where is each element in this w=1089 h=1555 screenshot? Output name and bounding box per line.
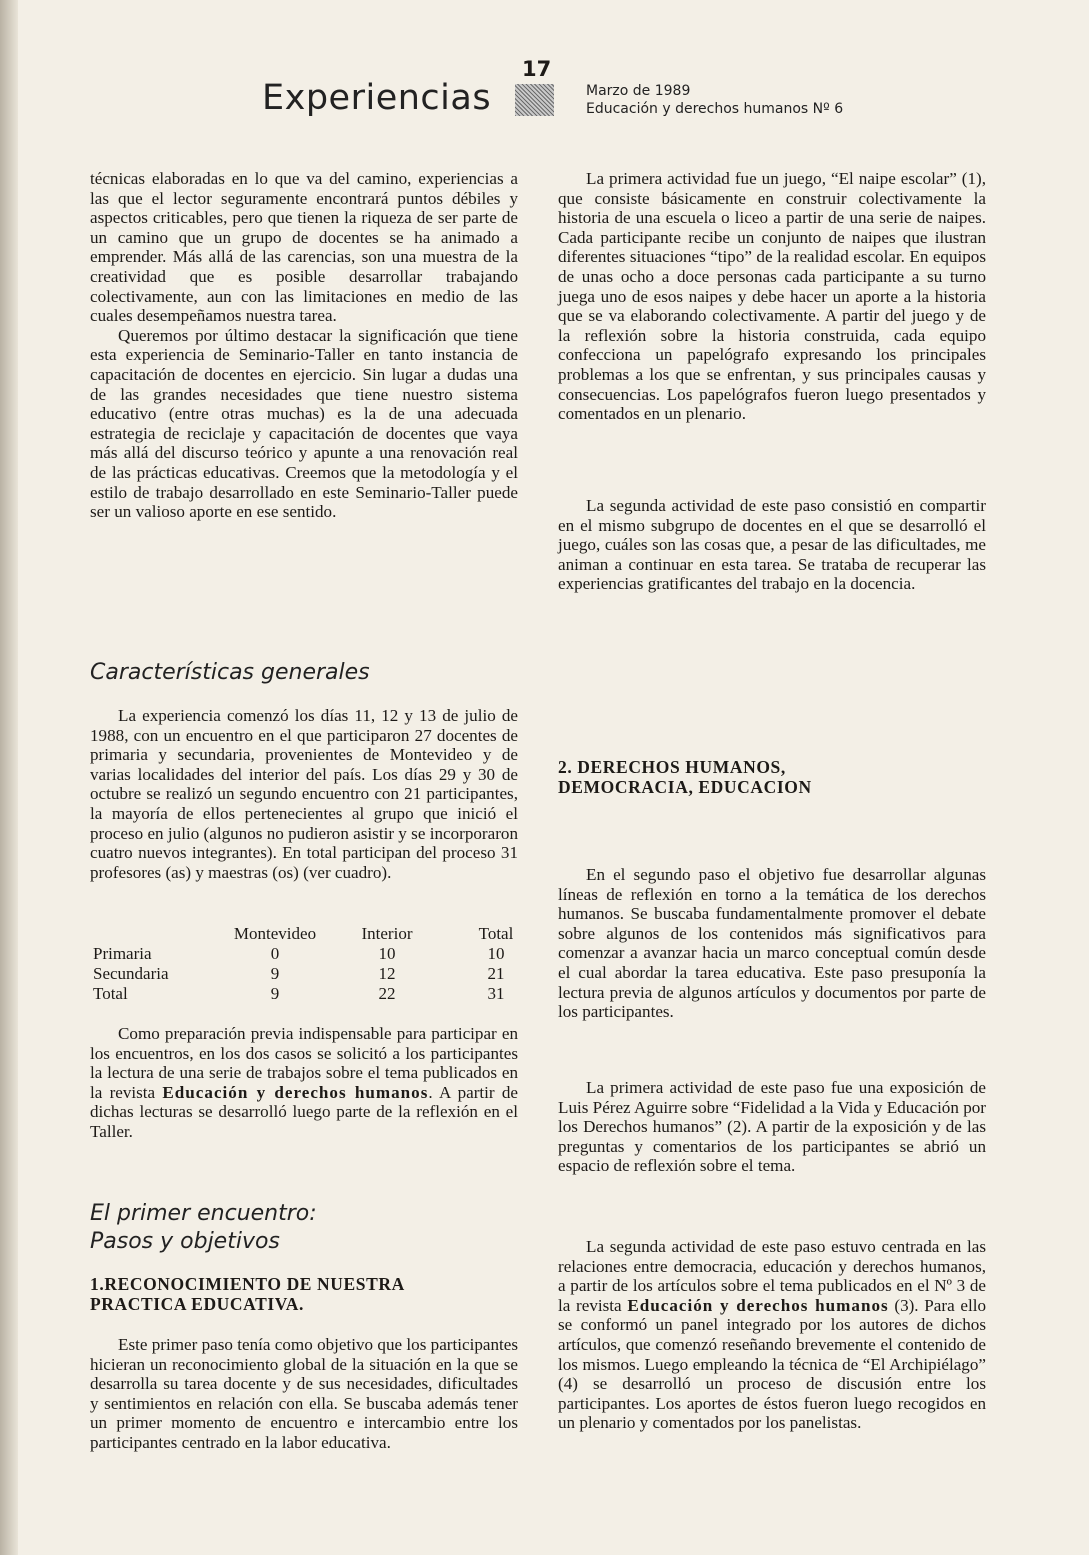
- panel-text-end: (3). Para ello se conformó un panel integrado por los autores de dichos artículos, que comenzó reseñando brevemente el contenido de los mismos. Luego empleando la técnica de “El Archipiélago” (4) se desarrolló un proceso de discusión entre los participantes. Los aportes de éstos fueron luego recogidos en un plenario y comentados por los panelistas.: [558, 1295, 986, 1433]
- encuentro-heading: [90, 1200, 518, 1256]
- segunda-actividad-section: [558, 496, 986, 594]
- panel-paragraph: [558, 1237, 986, 1433]
- encuentro-heading-line-1: El primer encuentro:: [90, 1201, 317, 1226]
- reconocimiento-section: [90, 1335, 518, 1453]
- preparacion-text-start: Como preparación previa indispensable para participar en los encuentros, en los dos casos se solicitó a los participantes la lectura de una serie de trabajos sobre el tema publicados en la revista: [90, 1024, 518, 1102]
- caracteristicas-section: [90, 706, 518, 882]
- naipe-section: [558, 169, 986, 424]
- derechos-heading-line-1: 2. DERECHOS HUMANOS,: [558, 757, 786, 777]
- table-row: [93, 944, 551, 964]
- preparacion-section: [90, 1024, 518, 1142]
- derechos-section: [558, 865, 986, 1022]
- table-cell: 12: [378, 964, 396, 983]
- section-title: Experiencias: [262, 78, 492, 118]
- table-cell: 9: [270, 964, 280, 983]
- magazine-title: Educación y derechos humanos: [162, 1082, 429, 1102]
- issue-date: Marzo de 1989: [586, 83, 691, 99]
- table-header-row: [93, 924, 551, 944]
- reconocimiento-heading-line-2: PRACTICA EDUCATIVA.: [90, 1294, 304, 1314]
- table-cell: 0: [270, 944, 280, 963]
- page-number: 17: [522, 57, 552, 81]
- table-header-cell: Interior: [361, 924, 413, 943]
- table-cell: 31: [487, 984, 505, 1003]
- participants-table: [93, 924, 551, 1004]
- panel-text-start: La segunda actividad de este paso estuvo centrada en las relaciones entre democracia, educación y derechos humanos, a partir de los artículos sobre el tema publicados en el Nº 3 de la revista: [558, 1237, 986, 1315]
- header-shaded-box: [515, 84, 554, 116]
- exposicion-section: [558, 1078, 986, 1176]
- preparacion-paragraph: [90, 1024, 518, 1142]
- encuentro-heading-line-2: Pasos y objetivos: [90, 1229, 280, 1254]
- page-spine-shadow: [0, 0, 18, 1555]
- table-row: [93, 984, 551, 1004]
- publication-info: [586, 82, 843, 118]
- magazine-title: Educación y derechos humanos: [627, 1295, 889, 1315]
- panel-section: [558, 1237, 986, 1433]
- table-cell: 10: [487, 944, 505, 963]
- derechos-paragraph: En el segundo paso el objetivo fue desarrollar algunas líneas de reflexión en torno a la temática de los derechos humanos. Se buscaba fundamentalmente promover el debate sobre algunos de los contenidos más significativos para comenzar a avanzar hacia un marco conceptual común desde el cual abordar la tarea educativa. Este paso presuponía la lectura previa de algunos artículos y documentos por parte de los participantes.: [558, 865, 986, 1022]
- reconocimiento-paragraph: Este primer paso tenía como objetivo que los participantes hicieran un reconocimiento global de la situación en la que se desarrolla su tarea docente y de sus necesidades, dificultades y sentimientos en relación con ella. Se buscaba además tener un primer momento de encuentro e intercambio entre los participantes centrado en la labor educativa.: [90, 1335, 518, 1452]
- intro-continuation: [90, 169, 518, 522]
- table-cell: Primaria: [93, 944, 152, 963]
- table-cell: 21: [487, 964, 505, 983]
- derechos-heading: [558, 757, 986, 797]
- table-row: [93, 964, 551, 984]
- table-header-cell: Total: [478, 924, 514, 943]
- table-cell: 9: [270, 984, 280, 1003]
- preparacion-text-end: . A partir de dichas lecturas se desarrolló luego parte de la reflexión en el Taller.: [90, 1082, 518, 1141]
- table-cell: Total: [93, 984, 128, 1003]
- table-cell: Secundaria: [93, 964, 169, 983]
- intro-paragraph-1: técnicas elaboradas en lo que va del camino, experiencias a las que el lector seguramente encontrará puntos débiles y aspectos criticables, pero que tienen la riqueza de ser parte de un camino que un grupo de docentes se ha animado a emprender. Más allá de las carencias, son una muestra de la creatividad que es posible desarrollar trabajando colectivamente, aun con las limitaciones en medio de las cuales desempeñamos nuestra tarea.: [90, 169, 518, 326]
- table-header-cell: [93, 924, 217, 944]
- table-cell: 10: [378, 944, 396, 963]
- table-header-cell: Montevideo: [233, 924, 317, 943]
- table-cell: 22: [378, 984, 396, 1003]
- derechos-heading-line-2: DEMOCRACIA, EDUCACION: [558, 777, 812, 797]
- caracteristicas-heading: Características generales: [90, 660, 370, 685]
- exposicion-paragraph: La primera actividad de este paso fue una exposición de Luis Pérez Aguirre sobre “Fidelidad a la Vida y Educación por los Derechos humanos” (2). A partir de la exposición y de las preguntas y comentarios de los participantes se abrió un espacio de reflexión sobre el tema.: [558, 1078, 986, 1176]
- reconocimiento-heading-line-1: 1.RECONOCIMIENTO DE NUESTRA: [90, 1274, 405, 1294]
- publication-name: Educación y derechos humanos Nº 6: [586, 101, 844, 117]
- segunda-actividad-paragraph: La segunda actividad de este paso consistió en compartir en el mismo subgrupo de docentes en el que se desarrolló el juego, cuáles son las cosas que, a pesar de las dificultades, me animan a continuar en esta tarea. Se trataba de recuperar las experiencias gratificantes del trabajo en la docencia.: [558, 496, 986, 594]
- intro-paragraph-2: Queremos por último destacar la significación que tiene esta experiencia de Seminario-Taller en tanto instancia de capacitación de docentes en ejercicio. Sin lugar a dudas una de las grandes necesidades que tiene nuestro sistema educativo (entre otras muchas) es la de una adecuada estrategia de reciclaje y capacitación de docentes que vaya más allá del discurso teórico y apunte a una renovación real de las prácticas educativas. Creemos que la metodología y el estilo de trabajo desarrollado en este Seminario-Taller puede ser un valioso aporte en ese sentido.: [90, 325, 518, 522]
- naipe-paragraph: La primera actividad fue un juego, “El naipe escolar” (1), que consiste básicamente en construir colectivamente la historia de una escuela o liceo a partir de una serie de naipes. Cada participante recibe un conjunto de naipes que ilustran diferentes situaciones “tipo” de la realidad escolar. En equipos de unas ocho a doce personas cada participante a su turno juega uno de esos naipes y debe hacer un aporte a la historia que se va elaborando colectivamente. A partir del juego y de la reflexión sobre la historia construida, cada equipo confecciona un papelógrafo expresando los principales problemas a los que se enfrentan, y sus principales causas y consecuencias. Los papelógrafos fueron luego presentados y comentados en un plenario.: [558, 169, 986, 424]
- reconocimiento-heading: [90, 1274, 518, 1314]
- caracteristicas-paragraph: La experiencia comenzó los días 11, 12 y 13 de julio de 1988, con un encuentro en el que participaron 27 docentes de primaria y secundaria, provenientes de Montevideo y de varias localidades del interior del país. Los días 29 y 30 de octubre se realizó un segundo encuentro con 21 participantes, la mayoría de ellos pertenecientes al grupo que inició el proceso en julio (algunos no pudieron asistir y se incorporaron cuatro nuevos integrantes). En total participan del proceso 31 profesores (as) y maestras (os) (ver cuadro).: [90, 706, 518, 882]
